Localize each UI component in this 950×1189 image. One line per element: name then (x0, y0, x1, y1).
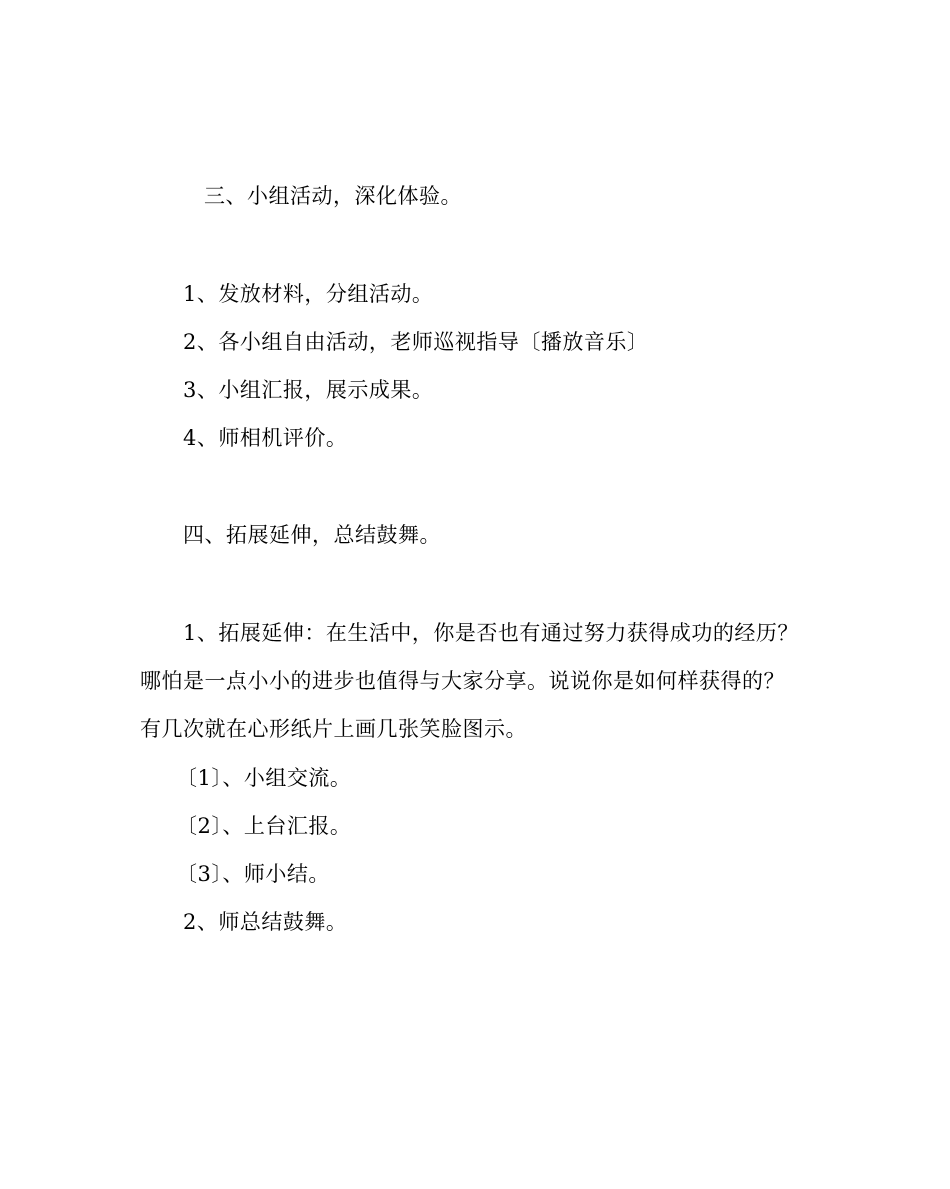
section-3-item-1: 1、发放材料，分组活动。 (183, 282, 434, 306)
section-4-subitem-1: 〔1〕、小组交流。 (176, 766, 352, 790)
section-4-paragraph-line-3: 有几次就在心形纸片上画几张笑脸图示。 (140, 717, 527, 741)
section-3-item-4: 4、师相机评价。 (183, 426, 348, 450)
section-4-subitem-3: 〔3〕、师小结。 (176, 862, 330, 886)
section-4-paragraph-line-1: 1、拓展延伸：在生活中，你是否也有通过努力获得成功的经历？ (183, 621, 799, 645)
section-4-subitem-2: 〔2〕、上台汇报。 (176, 814, 352, 838)
section-4-heading: 四、拓展延伸，总结鼓舞。 (183, 523, 441, 547)
section-3-item-3: 3、小组汇报，展示成果。 (183, 378, 434, 402)
section-3-item-2: 2、各小组自由活动，老师巡视指导〔播放音乐〕 (183, 330, 649, 354)
section-4-final-item: 2、师总结鼓舞。 (183, 910, 348, 934)
section-3-heading: 三、小组活动，深化体验。 (204, 184, 462, 208)
section-4-paragraph-line-2: 哪怕是一点小小的进步也值得与大家分享。说说你是如何样获得的？ (140, 669, 785, 693)
